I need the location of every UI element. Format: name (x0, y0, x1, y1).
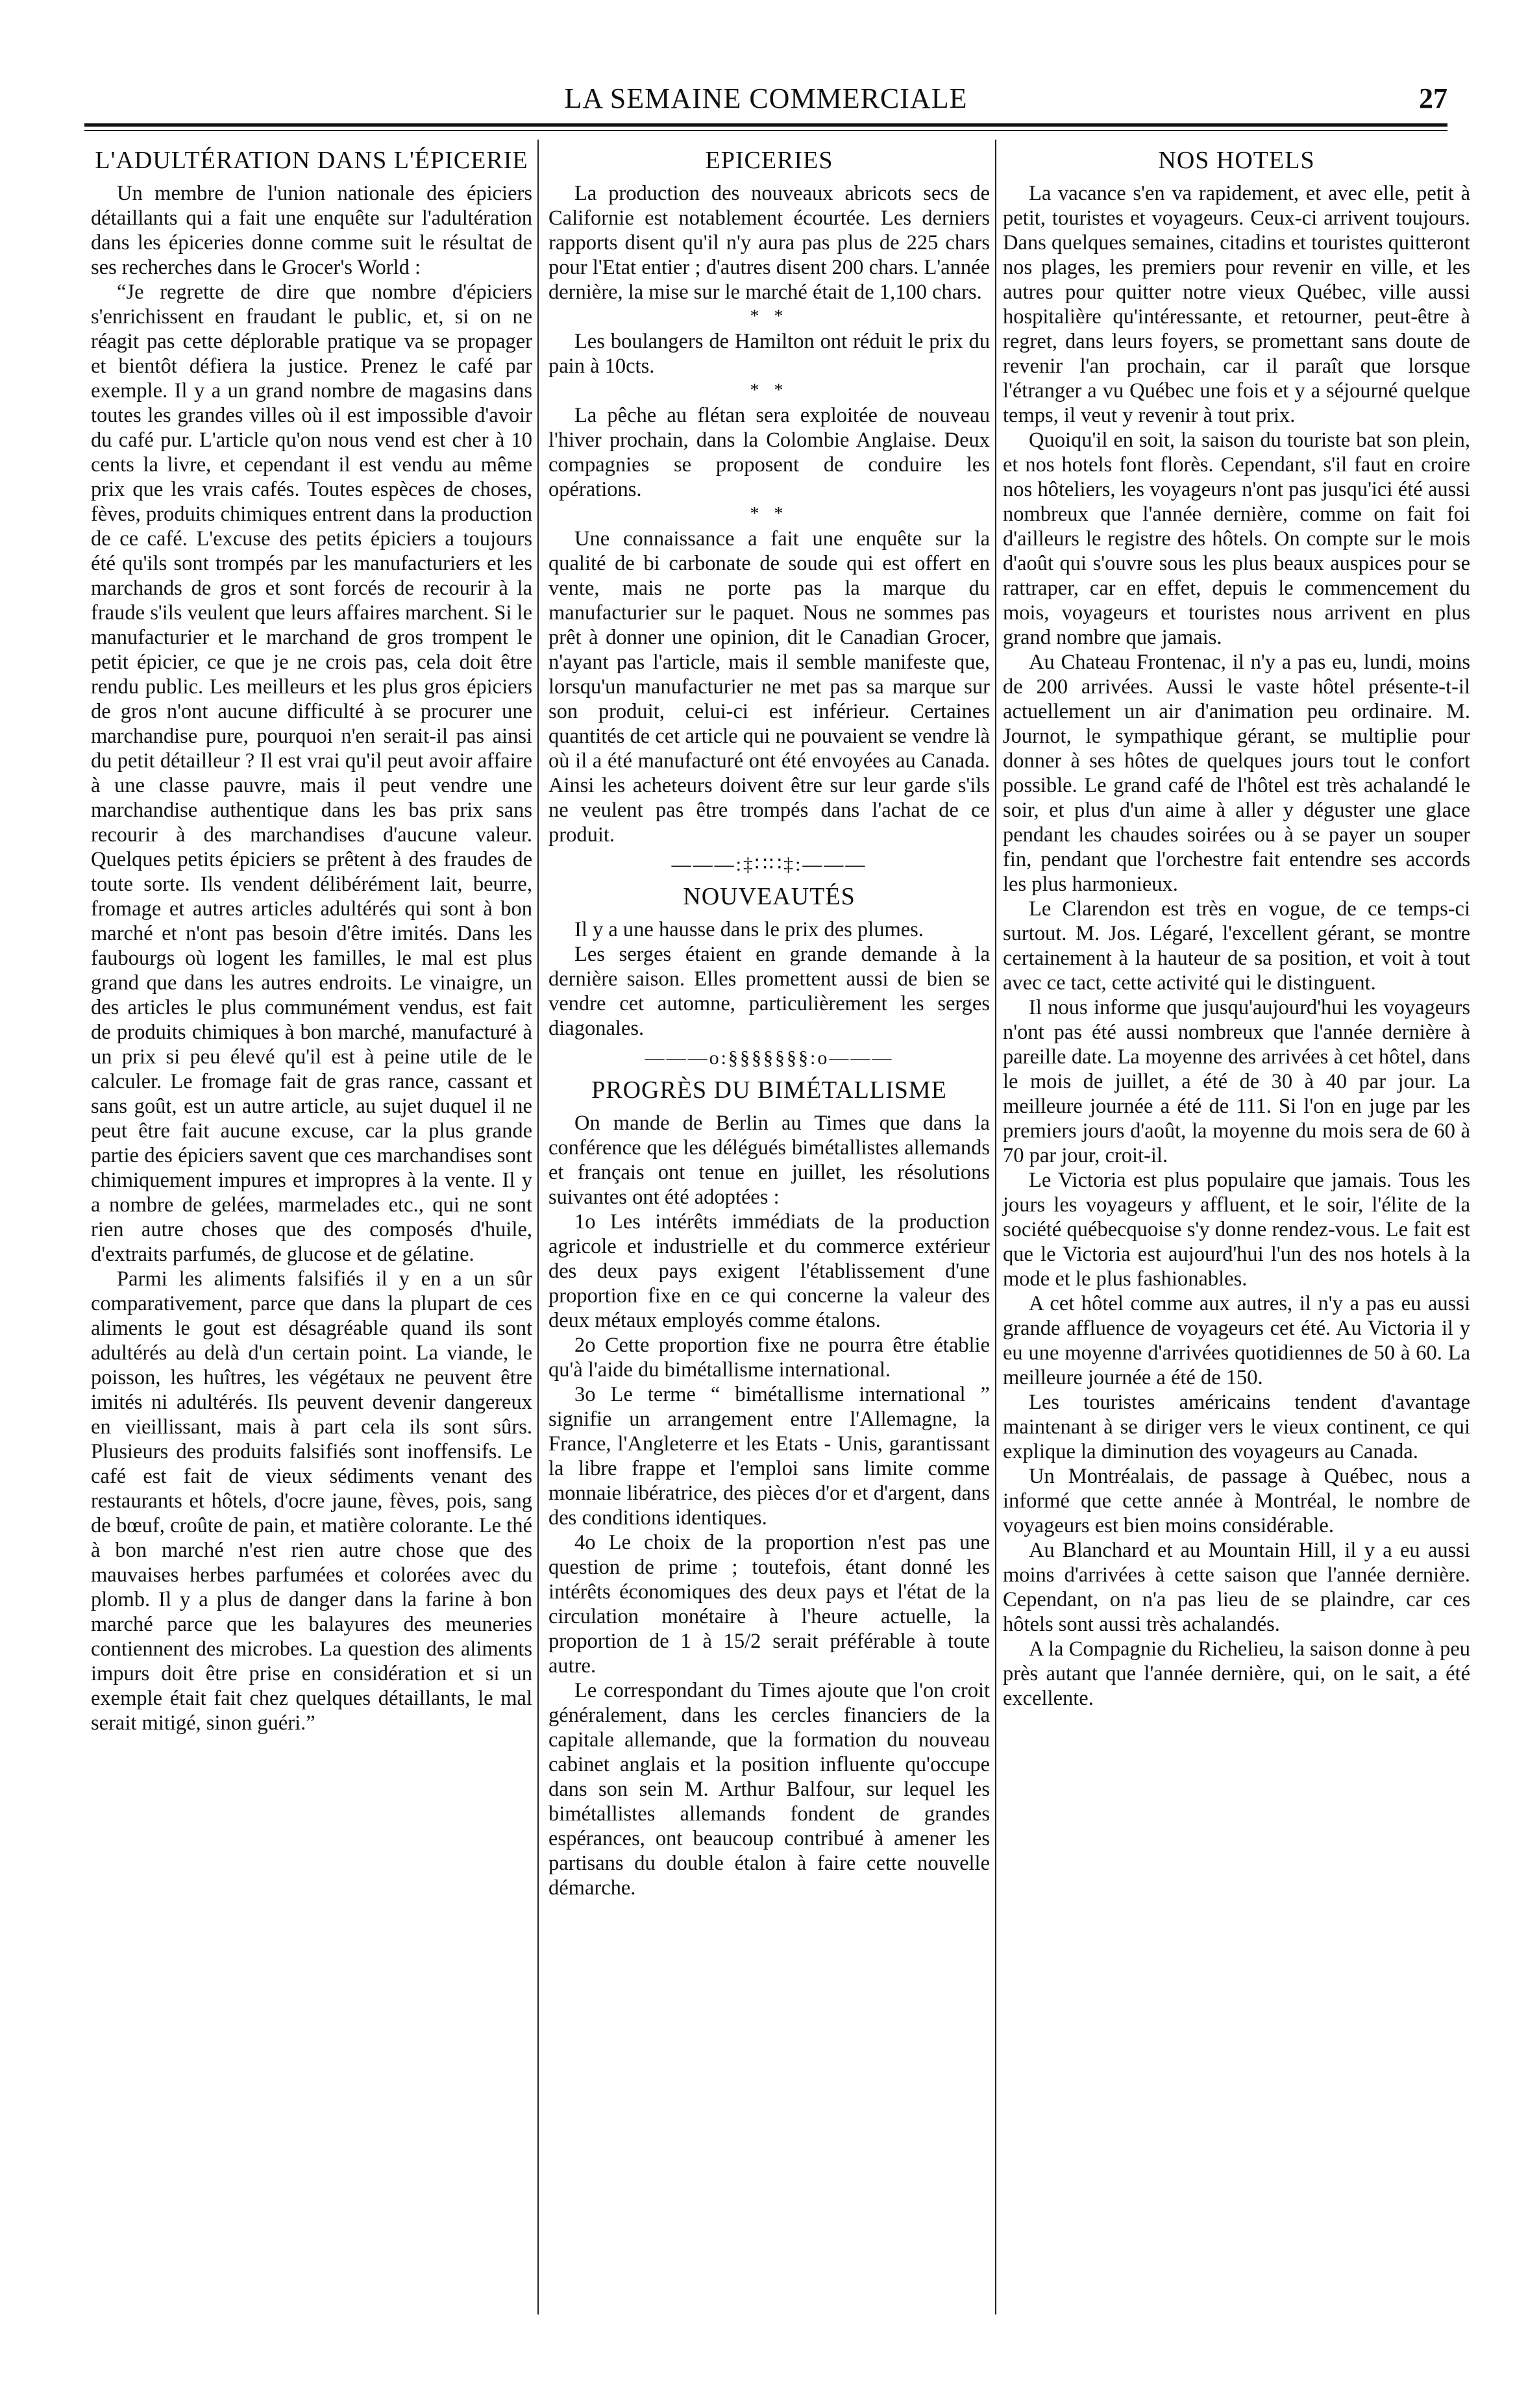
column-divider (995, 140, 996, 2315)
article-paragraph: On mande de Berlin au Times que dans la conférence que les délégués bimétallistes allemands et français ont tenue en juillet, les résolutions suivantes ont été adoptées : (548, 1111, 990, 1209)
page-number: 27 (1419, 82, 1447, 114)
column-divider (537, 140, 539, 2315)
column-epiceries (548, 146, 990, 1900)
article-heading: PROGRÈS DU BIMÉTALLISME (591, 1076, 947, 1104)
asterism: * * (750, 504, 789, 524)
article-hotels (1003, 146, 1470, 1711)
article-paragraph: Au Chateau Frontenac, il n'y a pas eu, lundi, moins de 200 arrivées. Aussi le vaste hôtel présente-t-il actuellement un air d'animation peu ordinaire. M. Journot, le sympathique gérant, se multiplie pour donner à ses hôtes de quelques jours tout le confort possible. Le grand café de l'hôtel est très achalandé le soir, et plus d'un aime à aller y déguster une glace pendant les chaudes soirées ou à se payer un souper fin, pendant que l'orchestre fait entendre ses accords les plus harmonieux. (1003, 651, 1470, 896)
article-paragraph: “Je regrette de dire que nombre d'épiciers s'enrichissent en fraudant le public, et, si on ne réagit pas cette déplorable pratique va se propager et bientôt défiera la justice. Prenez le café par exemple. Il y a un grand nombre de magasins dans toutes les grandes villes où il est impossible d'avoir du café pur. L'article qu'on nous vend est cher à 10 cents la livre, et cependant il est vendu au même prix que les vrais cafés. Toutes espèces de choses, fèves, produits chimiques entrent dans la production de ce café. L'excuse des petits épiciers a toujours été qu'ils sont trompés par les manufacturiers et les marchands de gros et sont forcés de recourir à la fraude s'ils veulent que leurs affaires marchent. Si le manufacturier et le marchand de gros trompent le petit épicier, ce que je ne crois pas, cela doit être rendu public. Les meilleurs et les plus gros épiciers de gros n'ont aucune difficulté à se procurer une marchandise pure, pourquoi n'en serait-il pas ainsi du petit détailleur ? Il est vrai qu'il peut avoir affaire à une classe pauvre, mais il peut vendre une marchandise authentique dans les bas prix sans recourir à des marchandises d'aucune valeur. Quelques petits épiciers se prêtent à des fraudes de toute sorte. Ils vendent délibérément lait, beurre, fromage et autres articles adultérés qui sont à bon marché et n'ont pas besoin d'être imités. Dans les faubourgs où logent les familles, le mal est plus grand que dans les autres endroits. Le vinaigre, un des articles le plus communément vendus, est fait de produits chimiques à bon marché, manufacturé à un prix si peu élevé qu'il est à peine utile de le calculer. Le fromage fait de gras rance, cassant et sans goût, est un autre article, au sujet duquel il ne peut être fait aucune excuse, car la plus grande partie des épiciers savent que ces marchandises sont chimiquement impures et impropres à la vente. Il y a nombre de gelées, marmelades etc., qui ne sont rien autre choses que des composés d'huile, d'extraits parfumés, de glucose et de gélatine. (91, 280, 532, 1266)
header-rule-thin (84, 130, 1447, 131)
article-paragraph: La vacance s'en va rapidement, et avec elle, petit à petit, touristes et voyageurs. Ceux-ci arrivent toujours. Dans quelques semaines, citadins et touristes quitteront nos plages, les premiers pour revenir en ville, et les autres pour quitter notre vieux Québec, ville aussi hospitalière qu'intéressante, et retourner, peut-être à regret, dans leurs foyers, se promettant sans doute de revenir l'an prochain, car il paraît que lorsque l'étranger a vu Québec une fois et y a séjourné quelque temps, il veut y revenir à tout prix. (1003, 182, 1470, 427)
article-paragraph: Quoiqu'il en soit, la saison du touriste bat son plein, et nos hotels font florès. Cependant, s'il faut en croire nos hôteliers, les voyageurs n'ont pas jusqu'ici été aussi nombreux que l'année dernière, comme on fait foi d'ailleurs le registre des hôtels. On compte sur le mois d'août qui s'ouvre sous les plus beaux auspices pour se rattraper, car en effet, depuis le commencement du mois, voyageurs et touristes nous arrivent en plus grand nombre que jamais. (1003, 428, 1470, 649)
section-ornament: ———o:§§§§§§§:o——— (645, 1047, 894, 1069)
article-heading: NOS HOTELS (1158, 147, 1315, 174)
article-paragraph: Un membre de l'union nationale des épiciers détaillants qui a fait une enquête sur l'adultération dans les épiceries donne comme suit le résultat de ses recherches dans le Grocer's World : (91, 182, 532, 279)
page-header (84, 77, 1447, 129)
article-paragraph: 2o Cette proportion fixe ne pourra être établie qu'à l'aide du bimétallisme international. (548, 1334, 990, 1382)
article-paragraph: Les serges étaient en grande demande à la dernière saison. Elles promettent aussi de bien se vendre cet automne, particulièrement les serges diagonales. (548, 943, 990, 1040)
newspaper-title: LA SEMAINE COMMERCIALE (564, 82, 968, 114)
article-paragraph: Les touristes américains tendent d'avantage maintenant à se diriger vers le vieux continent, ce qui explique la diminution des voyageurs au Canada. (1003, 1391, 1470, 1463)
article-heading: NOUVEAUTÉS (683, 883, 856, 910)
section-ornament: ———:‡∷∷‡:——— (671, 854, 867, 875)
article-paragraph: Il y a une hausse dans le prix des plumes. (574, 918, 924, 941)
article-paragraph: A cet hôtel comme aux autres, il n'y a pas eu aussi grande affluence de voyageurs cet été. Au Victoria il y eu une moyenne d'arrivées quotidiennes de 50 à 60. La meilleure journée a été de 150. (1003, 1292, 1470, 1389)
article-paragraph: Une connaissance a fait une enquête sur la qualité de bi carbonate de soude qui est offert en vente, mais ne porte pas la marque du manufacturier sur le paquet. Nous ne sommes pas prêt à donner une opinion, dit le Canadian Grocer, n'ayant pas l'article, mais il semble manifeste que, lorsqu'un manufacturier ne met pas sa marque sur son produit, celui-ci est inférieur. Certaines quantités de cet article qui ne pouvaient se vendre là où il a été manufacturé ont été envoyées au Canada. Ainsi les acheteurs doivent être sur leur garde s'ils ne veulent pas être trompés dans l'achat de ce produit. (548, 527, 990, 847)
article-heading: EPICERIES (705, 147, 833, 174)
article-paragraph: 1o Les intérêts immédiats de la production agricole et industrielle et du commerce extérieur des deux pays exigent l'établissement d'une proportion fixe en ce qui concerne la valeur des deux métaux employés comme étalons. (548, 1210, 990, 1332)
asterism: * * (750, 306, 789, 327)
article-paragraph: Le Clarendon est très en vogue, de ce temps-ci surtout. M. Jos. Légaré, l'excellent gérant, se montre certainement à la hauteur de sa position, et voit à tout avec ce tact, cette activité qui le distinguent. (1003, 897, 1470, 995)
header-rule-thick (84, 123, 1447, 127)
article-paragraph: Au Blanchard et au Mountain Hill, il y a eu aussi moins d'arrivées à cette saison que l'année dernière. Cependant, on n'a pas lieu de se plaindre, car ces hôtels sont aussi très achalandés. (1003, 1539, 1470, 1636)
article-paragraph: Le correspondant du Times ajoute que l'on croit généralement, dans les cercles financiers de la capitale allemande, que la formation du nouveau cabinet anglais et la position influente qu'occupe dans son sein M. Arthur Balfour, sur lequel les bimétallistes allemands fondent de grandes espérances, ont beaucoup contribué à amener les partisans du double étalon à faire cette nouvelle démarche. (548, 1679, 990, 1900)
article-paragraph: Les boulangers de Hamilton ont réduit le prix du pain à 10cts. (548, 330, 990, 378)
article-paragraph: 4o Le choix de la proportion n'est pas une question de prime ; toutefois, étant donné les intérêts économiques des deux pays et l'état de la circulation monétaire à l'heure actuelle, la proportion de 1 à 15/2 serait préférable à toute autre. (548, 1531, 990, 1678)
article-paragraph: Un Montréalais, de passage à Québec, nous a informé que cette année à Montréal, le nombre de voyageurs est bien moins considérable. (1003, 1465, 1470, 1537)
article-paragraph: Il nous informe que jusqu'aujourd'hui les voyageurs n'ont pas été aussi nombreux que l'année dernière à pareille date. La moyenne des arrivées à cet hôtel, dans le mois de juillet, a été de 30 à 40 par jour. La meilleure journée a été de 111. Si l'on en juge par les premiers jours d'août, la moyenne du mois sera de 60 à 70 par jour, croit-il. (1003, 996, 1470, 1167)
article-paragraph: Parmi les aliments falsifiés il y en a un sûr comparativement, parce que dans la plupart de ces aliments le gout est désagréable quand ils sont adultérés au delà d'un certain point. La viande, le poisson, les huîtres, les végétaux ne peuvent être imités ni adultérés. Ils peuvent devenir dangereux en vieillissant, mais à part cela ils sont sûrs. Plusieurs des produits falsifiés sont inoffensifs. Le café est fait de vieux sédiments venant des restaurants et hôtels, d'ocre jaune, fèves, pois, sang de bœuf, croûte de pain, et matière colorante. Le thé à bon marché n'est rien autre chose que des mauvaises herbes parfumées et colorées avec du plomb. Il y a plus de danger dans la farine à bon marché parce que les balayures des meuneries contiennent des microbes. La question des aliments impurs doit être prise en considération et si un exemple était fait chez quelques détaillants, le mal serait mitigé, sinon guéri.” (91, 1267, 532, 1735)
article-paragraph: A la Compagnie du Richelieu, la saison donne à peu près autant que l'année dernière, qui, on le sait, a été excellente. (1003, 1637, 1470, 1710)
asterism: * * (750, 380, 789, 401)
article-paragraph: Le Victoria est plus populaire que jamais. Tous les jours les voyageurs y affluent, et le soir, l'élite de la société québecquoise s'y donne rendez-vous. Le fait est que le Victoria est aujourd'hui l'un des nos hotels à la mode et le plus fashionables. (1003, 1169, 1470, 1291)
article-paragraph: La pêche au flétan sera exploitée de nouveau l'hiver prochain, dans la Colombie Anglaise. Deux compagnies se proposent de conduire les opérations. (548, 404, 990, 501)
article-paragraph: La production des nouveaux abricots secs de Californie est notablement écourtée. Les derniers rapports disent qu'il n'y aura pas plus de 225 chars pour l'Etat entier ; d'autres disent 200 chars. L'année dernière, la mise sur le marché était de 1,100 chars. (548, 182, 990, 304)
article-heading: L'ADULTÉRATION DANS L'ÉPICERIE (95, 147, 528, 174)
article-paragraph: 3o Le terme “ bimétallisme international ” signifie un arrangement entre l'Allemagne, la France, l'Angleterre et les Etats - Unis, garantissant la libre frappe et l'emploi sans limite comme monnaie libératrice, des pièces d'or et d'argent, dans des conditions identiques. (548, 1383, 990, 1530)
article-adulteration (91, 146, 532, 1735)
